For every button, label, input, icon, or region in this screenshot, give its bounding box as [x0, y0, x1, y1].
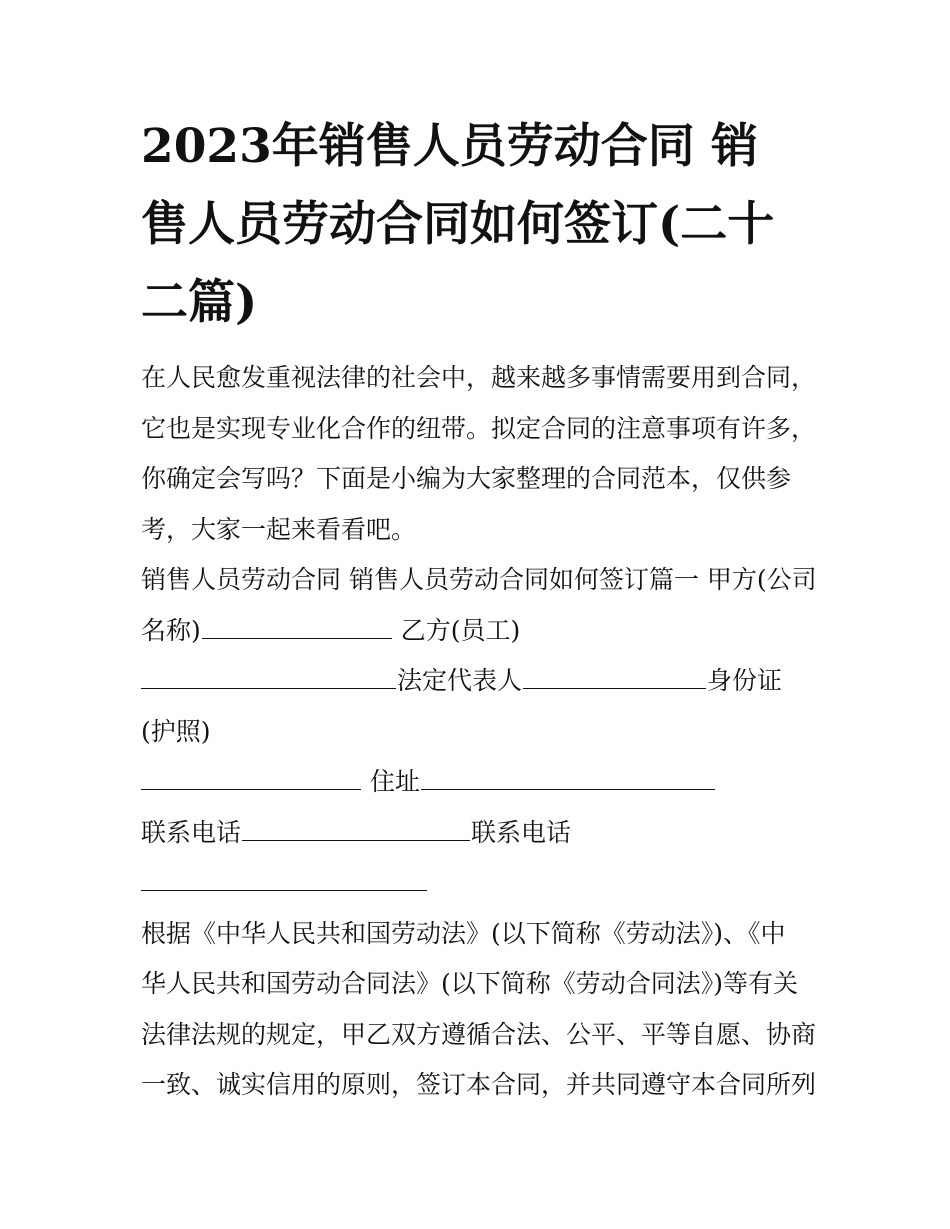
intro-line: 考，大家一起来看看吧。: [141, 514, 417, 544]
basis-line: 根据《中华人民共和国劳动法》(以下简称《劳动法》)、《中: [141, 918, 786, 948]
basis-line: 一致、诚实信用的原则，签订本合同，并共同遵守本合同所列: [141, 1070, 817, 1099]
party-a-name-blank: [202, 616, 392, 639]
document-body: [141, 108, 821, 1111]
phone-a-blank: [242, 818, 470, 841]
id-label: 身份证: [707, 666, 783, 695]
section-heading: 销售人员劳动合同 销售人员劳动合同如何签订篇一 甲方(公司: [141, 565, 817, 594]
document-title: [141, 108, 821, 342]
basis-line: 法律法规的规定，甲乙双方遵循合法、公平、平等自愿、协商: [141, 1019, 817, 1049]
phone-row: [141, 808, 821, 859]
party-a-name-row: [141, 606, 821, 657]
phone-label-a: 联系电话: [141, 817, 242, 847]
basis-line: 华人民共和国劳动合同法》(以下简称《劳动合同法》)等有关: [141, 969, 799, 998]
party-b-blank: [141, 666, 396, 689]
party-a-name-label: 名称): [141, 615, 201, 645]
phone-b-row: [141, 858, 821, 909]
address-row: [141, 757, 821, 808]
intro-line: 它也是实现专业化合作的纽带。拟定合同的注意事项有许多，: [141, 413, 817, 443]
address-label: 住址: [370, 767, 421, 796]
contract-parties-section: [141, 555, 821, 909]
party-b-label: 乙方(员工): [400, 615, 521, 645]
intro-line: 在人民愈发重视法律的社会中，越来越多事情需要用到合同，: [141, 363, 817, 392]
legal-basis-paragraph: [141, 909, 821, 1111]
phone-label-b: 联系电话: [471, 817, 572, 847]
passport-row: [141, 707, 821, 758]
title-line: 售人员劳动合同如何签订(二十: [141, 197, 775, 252]
id-number-blank: [141, 767, 361, 790]
legal-rep-label: 法定代表人: [397, 666, 523, 695]
intro-paragraph: [141, 353, 821, 555]
legal-rep-row: [141, 656, 821, 707]
intro-line: 你确定会写吗？下面是小编为大家整理的合同范本，仅供参: [141, 464, 792, 493]
legal-rep-blank: [523, 666, 706, 689]
phone-b-blank: [141, 868, 427, 891]
address-blank: [421, 767, 715, 790]
title-line: 二篇): [141, 275, 258, 330]
passport-label: (护照): [141, 716, 211, 746]
title-line: 2023年销售人员劳动合同 销: [141, 119, 759, 174]
